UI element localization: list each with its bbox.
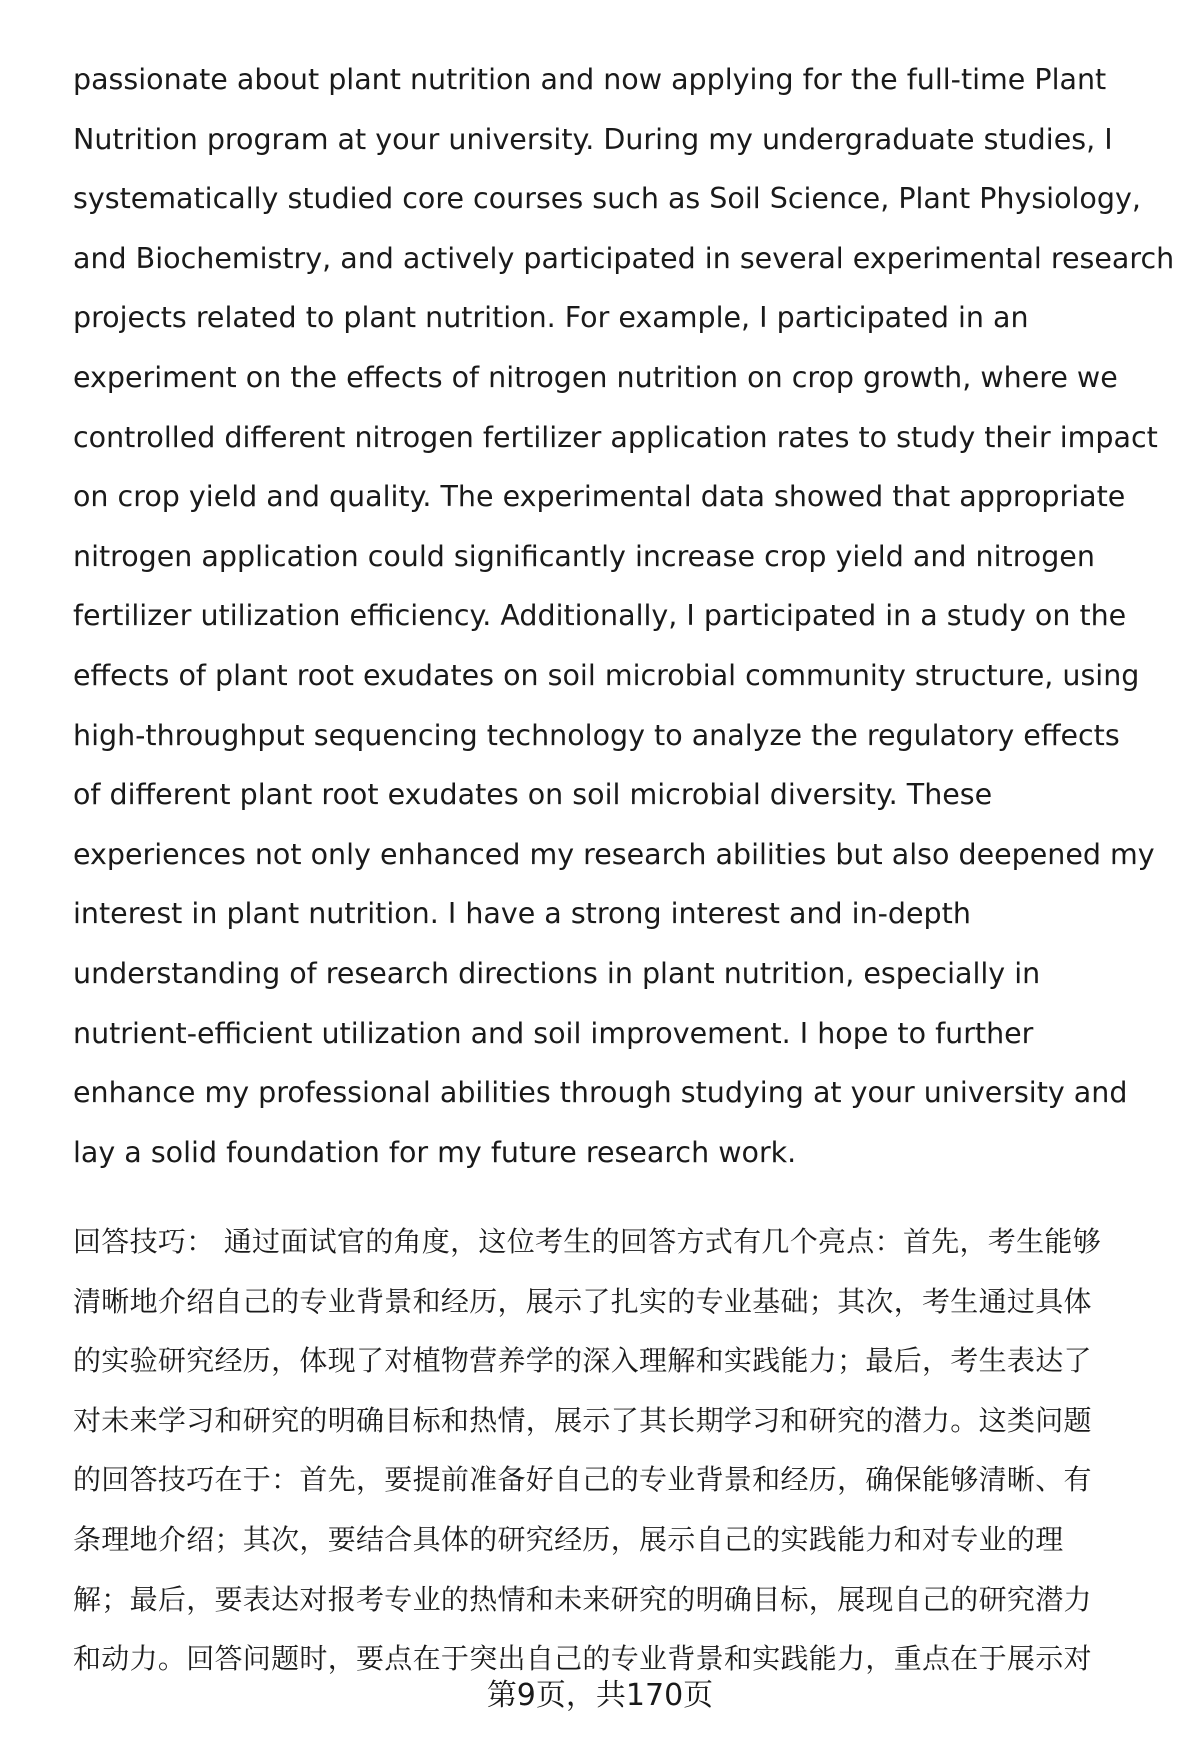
- text-line: 的实验研究经历，体现了对植物营养学的深入理解和实践能力；最后，考生表达了: [73, 1344, 1092, 1378]
- text-line: and Biochemistry, and actively participated in several experimental research: [73, 241, 1175, 275]
- text-line: effects of plant root exudates on soil microbial community structure, using: [73, 658, 1140, 692]
- text-line: 和动力。回答问题时，要点在于突出自己的专业背景和实践能力，重点在于展示对: [73, 1642, 1092, 1676]
- text-line: controlled different nitrogen fertilizer application rates to study their impact: [73, 420, 1158, 454]
- text-line: systematically studied core courses such as Soil Science, Plant Physiology,: [73, 182, 1141, 216]
- text-line: lay a solid foundation for my future research work.: [73, 1135, 797, 1169]
- page-number: 第9页，共170页: [486, 1678, 714, 1713]
- text-line: 清晰地介绍自己的专业背景和经历，展示了扎实的专业基础；其次，考生通过具体: [73, 1284, 1092, 1318]
- text-line: understanding of research directions in plant nutrition, especially in: [73, 956, 1041, 990]
- text-line: 回答技巧： 通过面试官的角度，这位考生的回答方式有几个亮点：首先，考生能够: [73, 1225, 1102, 1258]
- text-line: on crop yield and quality. The experimental data showed that appropriate: [73, 480, 1126, 514]
- text-line: enhance my professional abilities through studying at your university and: [73, 1076, 1128, 1110]
- text-line: experiences not only enhanced my research abilities but also deepened my: [73, 837, 1155, 871]
- text-line: interest in plant nutrition. I have a strong interest and in-depth: [73, 897, 971, 931]
- answer-paragraph: [73, 50, 1173, 1182]
- text-line: passionate about plant nutrition and now applying for the full-time Plant: [73, 63, 1107, 96]
- text-line: 条理地介绍；其次，要结合具体的研究经历，展示自己的实践能力和对专业的理: [73, 1522, 1064, 1556]
- text-line: of different plant root exudates on soil microbial diversity. These: [73, 778, 993, 812]
- text-line: high-throughput sequencing technology to analyze the regulatory effects: [73, 718, 1120, 752]
- text-line: 对未来学习和研究的明确目标和热情，展示了其长期学习和研究的潜力。这类问题: [73, 1403, 1092, 1437]
- text-line: fertilizer utilization efficiency. Additionally, I participated in a study on the: [73, 599, 1127, 633]
- text-line: experiment on the effects of nitrogen nutrition on crop growth, where we: [73, 360, 1118, 394]
- text-line: 解；最后，要表达对报考专业的热情和未来研究的明确目标，展现自己的研究潜力: [73, 1582, 1092, 1616]
- text-line: 的回答技巧在于：首先，要提前准备好自己的专业背景和经历，确保能够清晰、有: [73, 1463, 1092, 1497]
- text-line: nutrient-efficient utilization and soil improvement. I hope to further: [73, 1016, 1034, 1050]
- answer-tips-paragraph: [73, 1212, 1173, 1689]
- text-line: projects related to plant nutrition. For example, I participated in an: [73, 301, 1029, 335]
- text-line: Nutrition program at your university. During my undergraduate studies, I: [73, 122, 1113, 156]
- text-line: nitrogen application could significantly increase crop yield and nitrogen: [73, 539, 1095, 573]
